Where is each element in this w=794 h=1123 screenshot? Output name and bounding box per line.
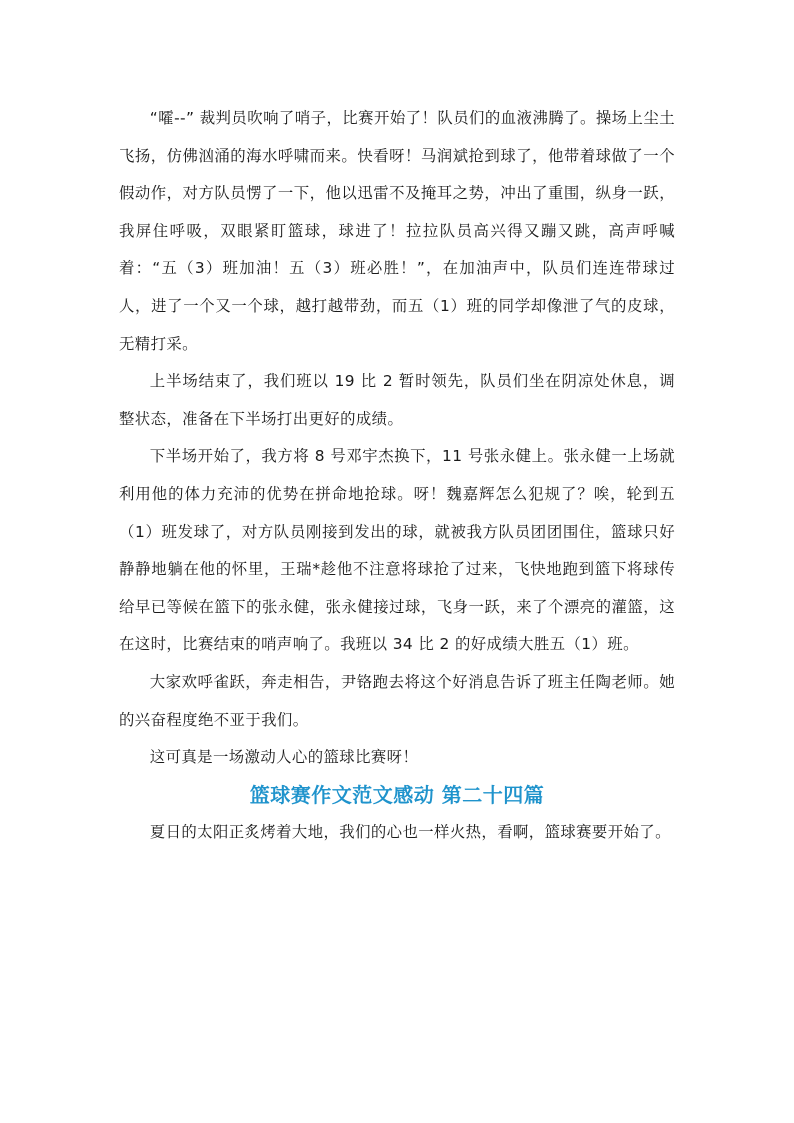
section-heading: 篮球赛作文范文感动 第二十四篇 — [249, 782, 545, 807]
document-body — [119, 100, 675, 852]
paragraph-new-essay-intro: 夏日的太阳正炙烤着大地，我们的心也一样火热，看啊，篮球赛要开始了。 — [149, 823, 671, 842]
paragraph-halftime: 上半场结束了，我们班以 19 比 2 暂时领先，队员们坐在阴凉处休息，调整状态，准备在下半场打出更好的成绩。 — [119, 372, 675, 428]
paragraph-second-half: 下半场开始了，我方将 8 号邓宇杰换下，11 号张永健上。张永健一上场就利用他的体力充沛的优势在拼命地抢球。呀！魏嘉辉怎么犯规了？唉，轮到五（1）班发球了，对方队员刚接到发出的球，就被我方队员团团围住，篮球只好静静地躺在他的怀里，王瑞*趁他不注意将球抢了过来，飞快地跑到篮下将球传给早已等候在篮下的张永健，张永健接过球，飞身一跃，来了个漂亮的灌篮，这在这时，比赛结束的哨声响了。我班以 34 比 2 的好成绩大胜五（1）班。 — [119, 447, 675, 654]
paragraph-conclusion: 这可真是一场激动人心的篮球比赛呀！ — [149, 748, 419, 767]
paragraph-match-start: “嚯--” 裁判员吹响了哨子，比赛开始了！队员们的血液沸腾了。操场上尘土飞扬，仿佛汹涌的海水呼啸而来。快看呀！马润斌抢到球了，他带着球做了一个假动作，对方队员愣了一下，他以迅雷不及掩耳之势，冲出了重围，纵身一跃，我屏住呼吸，双眼紧盯篮球，球进了！拉拉队员高兴得又蹦又跳，高声呼喊着：“五（3）班加油！五（3）班必胜！”，在加油声中，队员们连连带球过人，进了一个又一个球，越打越带劲，而五（1）班的同学却像泄了气的皮球，无精打采。 — [119, 109, 675, 353]
paragraph-celebration: 大家欢呼雀跃，奔走相告，尹铬跑去将这个好消息告诉了班主任陶老师。她的兴奋程度绝不亚于我们。 — [119, 672, 675, 729]
